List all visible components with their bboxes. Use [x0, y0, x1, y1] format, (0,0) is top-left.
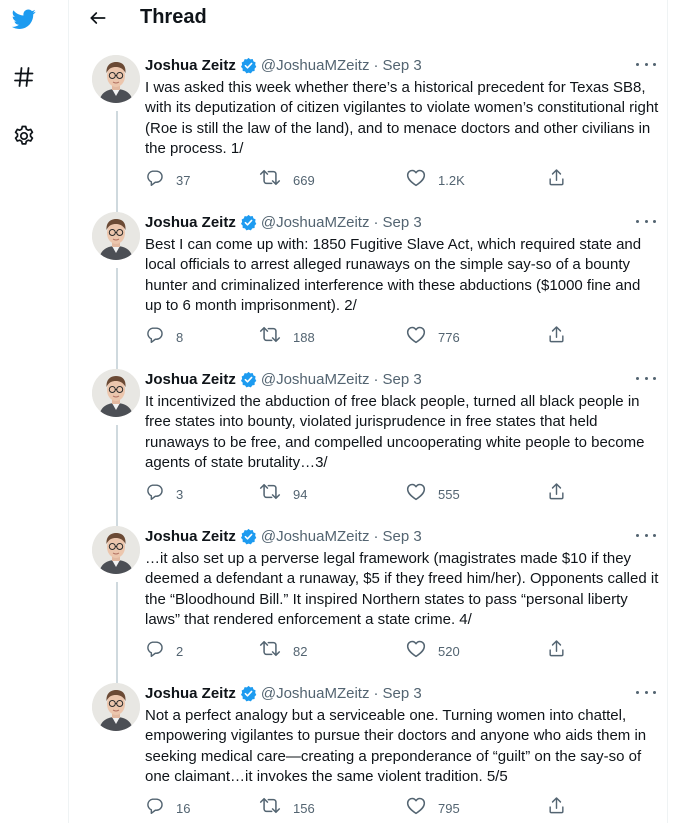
verified-badge-icon — [240, 528, 257, 545]
heart-icon — [406, 482, 426, 506]
retweet-icon — [259, 796, 281, 820]
tweet-text: …it also set up a perverse legal framework (magistrates made $10 if they deemed a defendant a runaway, $5 if they freed him/her). Opponents called it the “Bloodhound Bill.” It inspired Northern states to pass “personal liberty laws” that rendered enforcement a state crime. 4/ — [145, 550, 659, 628]
tweet-actions — [145, 169, 575, 191]
retweet-icon — [259, 168, 281, 192]
share-icon — [547, 639, 566, 663]
thread-tweets — [69, 41, 669, 816]
tweet-text: Not a perfect analogy but a serviceable one. Turning women into chattel, empowering vigilantes to pursue their doctors and anyone who aids them in seeking medical care—creating a preponderance of “guilt” on the say-so of one claimant…it invokes the same violent tradition. 5/5 — [145, 707, 647, 785]
twitter-logo-icon[interactable] — [5, 0, 43, 38]
reply-button[interactable] — [145, 483, 183, 505]
retweet-icon — [259, 639, 281, 663]
tweet[interactable] — [69, 669, 669, 816]
author-handle[interactable]: @JoshuaMZeitz — [260, 214, 370, 231]
thread-connector-line — [116, 111, 118, 212]
heart-icon — [406, 325, 426, 349]
reply-icon — [145, 168, 164, 192]
author-name[interactable]: Joshua Zeitz — [145, 57, 236, 74]
retweet-count: 188 — [293, 329, 315, 345]
reply-count: 16 — [176, 800, 191, 816]
like-button[interactable] — [406, 326, 460, 348]
retweet-button[interactable] — [259, 483, 307, 505]
tweet-actions — [145, 797, 575, 819]
verified-badge-icon — [240, 214, 257, 231]
retweet-button[interactable] — [259, 640, 307, 662]
retweet-button[interactable] — [259, 169, 315, 191]
retweet-button[interactable] — [259, 326, 315, 348]
retweet-count: 669 — [293, 172, 315, 188]
back-arrow-icon[interactable] — [81, 1, 115, 35]
separator-dot: · — [373, 214, 379, 231]
avatar[interactable] — [92, 369, 140, 417]
tweet-date[interactable]: Sep 3 — [382, 57, 422, 74]
tweet[interactable] — [69, 198, 669, 355]
like-count: 520 — [438, 643, 460, 659]
verified-badge-icon — [240, 371, 257, 388]
tweet-actions — [145, 640, 575, 662]
tweet-actions — [145, 483, 575, 505]
like-button[interactable] — [406, 797, 460, 819]
reply-button[interactable] — [145, 169, 190, 191]
tweet-text: It incentivized the abduction of free black people, turned all black people in free states into bounty, violated jurisprudence in free states that held runaways to be free, and compelled uncooperating white people to become agents of state brutality…3/ — [145, 393, 645, 471]
reply-button[interactable] — [145, 640, 183, 662]
avatar[interactable] — [92, 212, 140, 260]
thread-connector-line — [116, 582, 118, 683]
like-count: 776 — [438, 329, 460, 345]
reply-button[interactable] — [145, 797, 190, 819]
tweet-header — [145, 527, 422, 546]
share-icon — [547, 482, 566, 506]
author-name[interactable]: Joshua Zeitz — [145, 528, 236, 545]
hashtag-icon[interactable] — [5, 58, 43, 96]
avatar[interactable] — [92, 683, 140, 731]
author-handle[interactable]: @JoshuaMZeitz — [260, 528, 370, 545]
more-options-icon[interactable] — [636, 57, 656, 71]
share-button[interactable] — [547, 326, 566, 348]
reply-icon — [145, 325, 164, 349]
tweet-date[interactable]: Sep 3 — [382, 528, 422, 545]
tweet-text: Best I can come up with: 1850 Fugitive Slave Act, which required state and local officials to arrest alleged runaways on the simple say-so of a bounty hunter and criminalized interference with these abductions ($1000 fine and up to 6 month imprisonment). 2/ — [145, 236, 642, 314]
reply-count: 37 — [176, 172, 191, 188]
thread-connector-line — [116, 268, 118, 369]
tweet-header — [145, 213, 422, 232]
like-count: 555 — [438, 486, 460, 502]
author-handle[interactable]: @JoshuaMZeitz — [260, 371, 370, 388]
reply-icon — [145, 796, 164, 820]
retweet-count: 156 — [293, 800, 315, 816]
avatar[interactable] — [92, 526, 140, 574]
avatar[interactable] — [92, 55, 140, 103]
left-nav — [0, 0, 68, 823]
more-options-icon[interactable] — [636, 528, 656, 542]
heart-icon — [406, 168, 426, 192]
share-button[interactable] — [547, 797, 566, 819]
share-button[interactable] — [547, 640, 566, 662]
tweet-actions — [145, 326, 575, 348]
more-options-icon[interactable] — [636, 371, 656, 385]
tweet-text: I was asked this week whether there’s a historical precedent for Texas SB8, with its deputization of citizen vigilantes to violate women’s constitutional right (Roe is still the law of the land), and to menace doctors and other civilians in the process. 1/ — [145, 79, 659, 157]
tweet-date[interactable]: Sep 3 — [382, 685, 422, 702]
reply-count: 8 — [176, 329, 184, 345]
share-icon — [547, 796, 566, 820]
author-handle[interactable]: @JoshuaMZeitz — [260, 57, 370, 74]
retweet-icon — [259, 482, 281, 506]
thread-connector-line — [116, 425, 118, 526]
like-count: 795 — [438, 800, 460, 816]
author-name[interactable]: Joshua Zeitz — [145, 685, 236, 702]
heart-icon — [406, 639, 426, 663]
verified-badge-icon — [240, 685, 257, 702]
timeline-column — [68, 0, 668, 823]
share-button[interactable] — [547, 483, 566, 505]
retweet-count: 82 — [293, 643, 308, 659]
like-button[interactable] — [406, 169, 465, 191]
tweet-header — [145, 56, 422, 75]
share-icon — [547, 168, 566, 192]
separator-dot: · — [373, 685, 379, 702]
more-options-icon[interactable] — [636, 685, 656, 699]
separator-dot: · — [373, 371, 379, 388]
tweet-header — [145, 370, 422, 389]
heart-icon — [406, 796, 426, 820]
tweet-header — [145, 684, 422, 703]
tweet[interactable] — [69, 355, 669, 512]
share-button[interactable] — [547, 169, 566, 191]
like-count: 1.2K — [438, 172, 465, 188]
page-title: Thread — [140, 6, 207, 28]
separator-dot: · — [373, 57, 379, 74]
tweet-date[interactable]: Sep 3 — [382, 214, 422, 231]
share-icon — [547, 325, 566, 349]
reply-button[interactable] — [145, 326, 183, 348]
more-options-icon[interactable] — [636, 214, 656, 228]
reply-icon — [145, 482, 164, 506]
reply-count: 3 — [176, 486, 184, 502]
separator-dot: · — [373, 528, 379, 545]
like-button[interactable] — [406, 483, 460, 505]
retweet-button[interactable] — [259, 797, 315, 819]
like-button[interactable] — [406, 640, 460, 662]
reply-count: 2 — [176, 643, 184, 659]
thread-header — [69, 0, 669, 40]
reply-icon — [145, 639, 164, 663]
tweet-date[interactable]: Sep 3 — [382, 371, 422, 388]
tweet[interactable] — [69, 512, 669, 669]
verified-badge-icon — [240, 57, 257, 74]
author-name[interactable]: Joshua Zeitz — [145, 371, 236, 388]
retweet-icon — [259, 325, 281, 349]
gear-icon[interactable] — [5, 117, 43, 155]
author-handle[interactable]: @JoshuaMZeitz — [260, 685, 370, 702]
author-name[interactable]: Joshua Zeitz — [145, 214, 236, 231]
retweet-count: 94 — [293, 486, 308, 502]
tweet[interactable] — [69, 41, 669, 198]
